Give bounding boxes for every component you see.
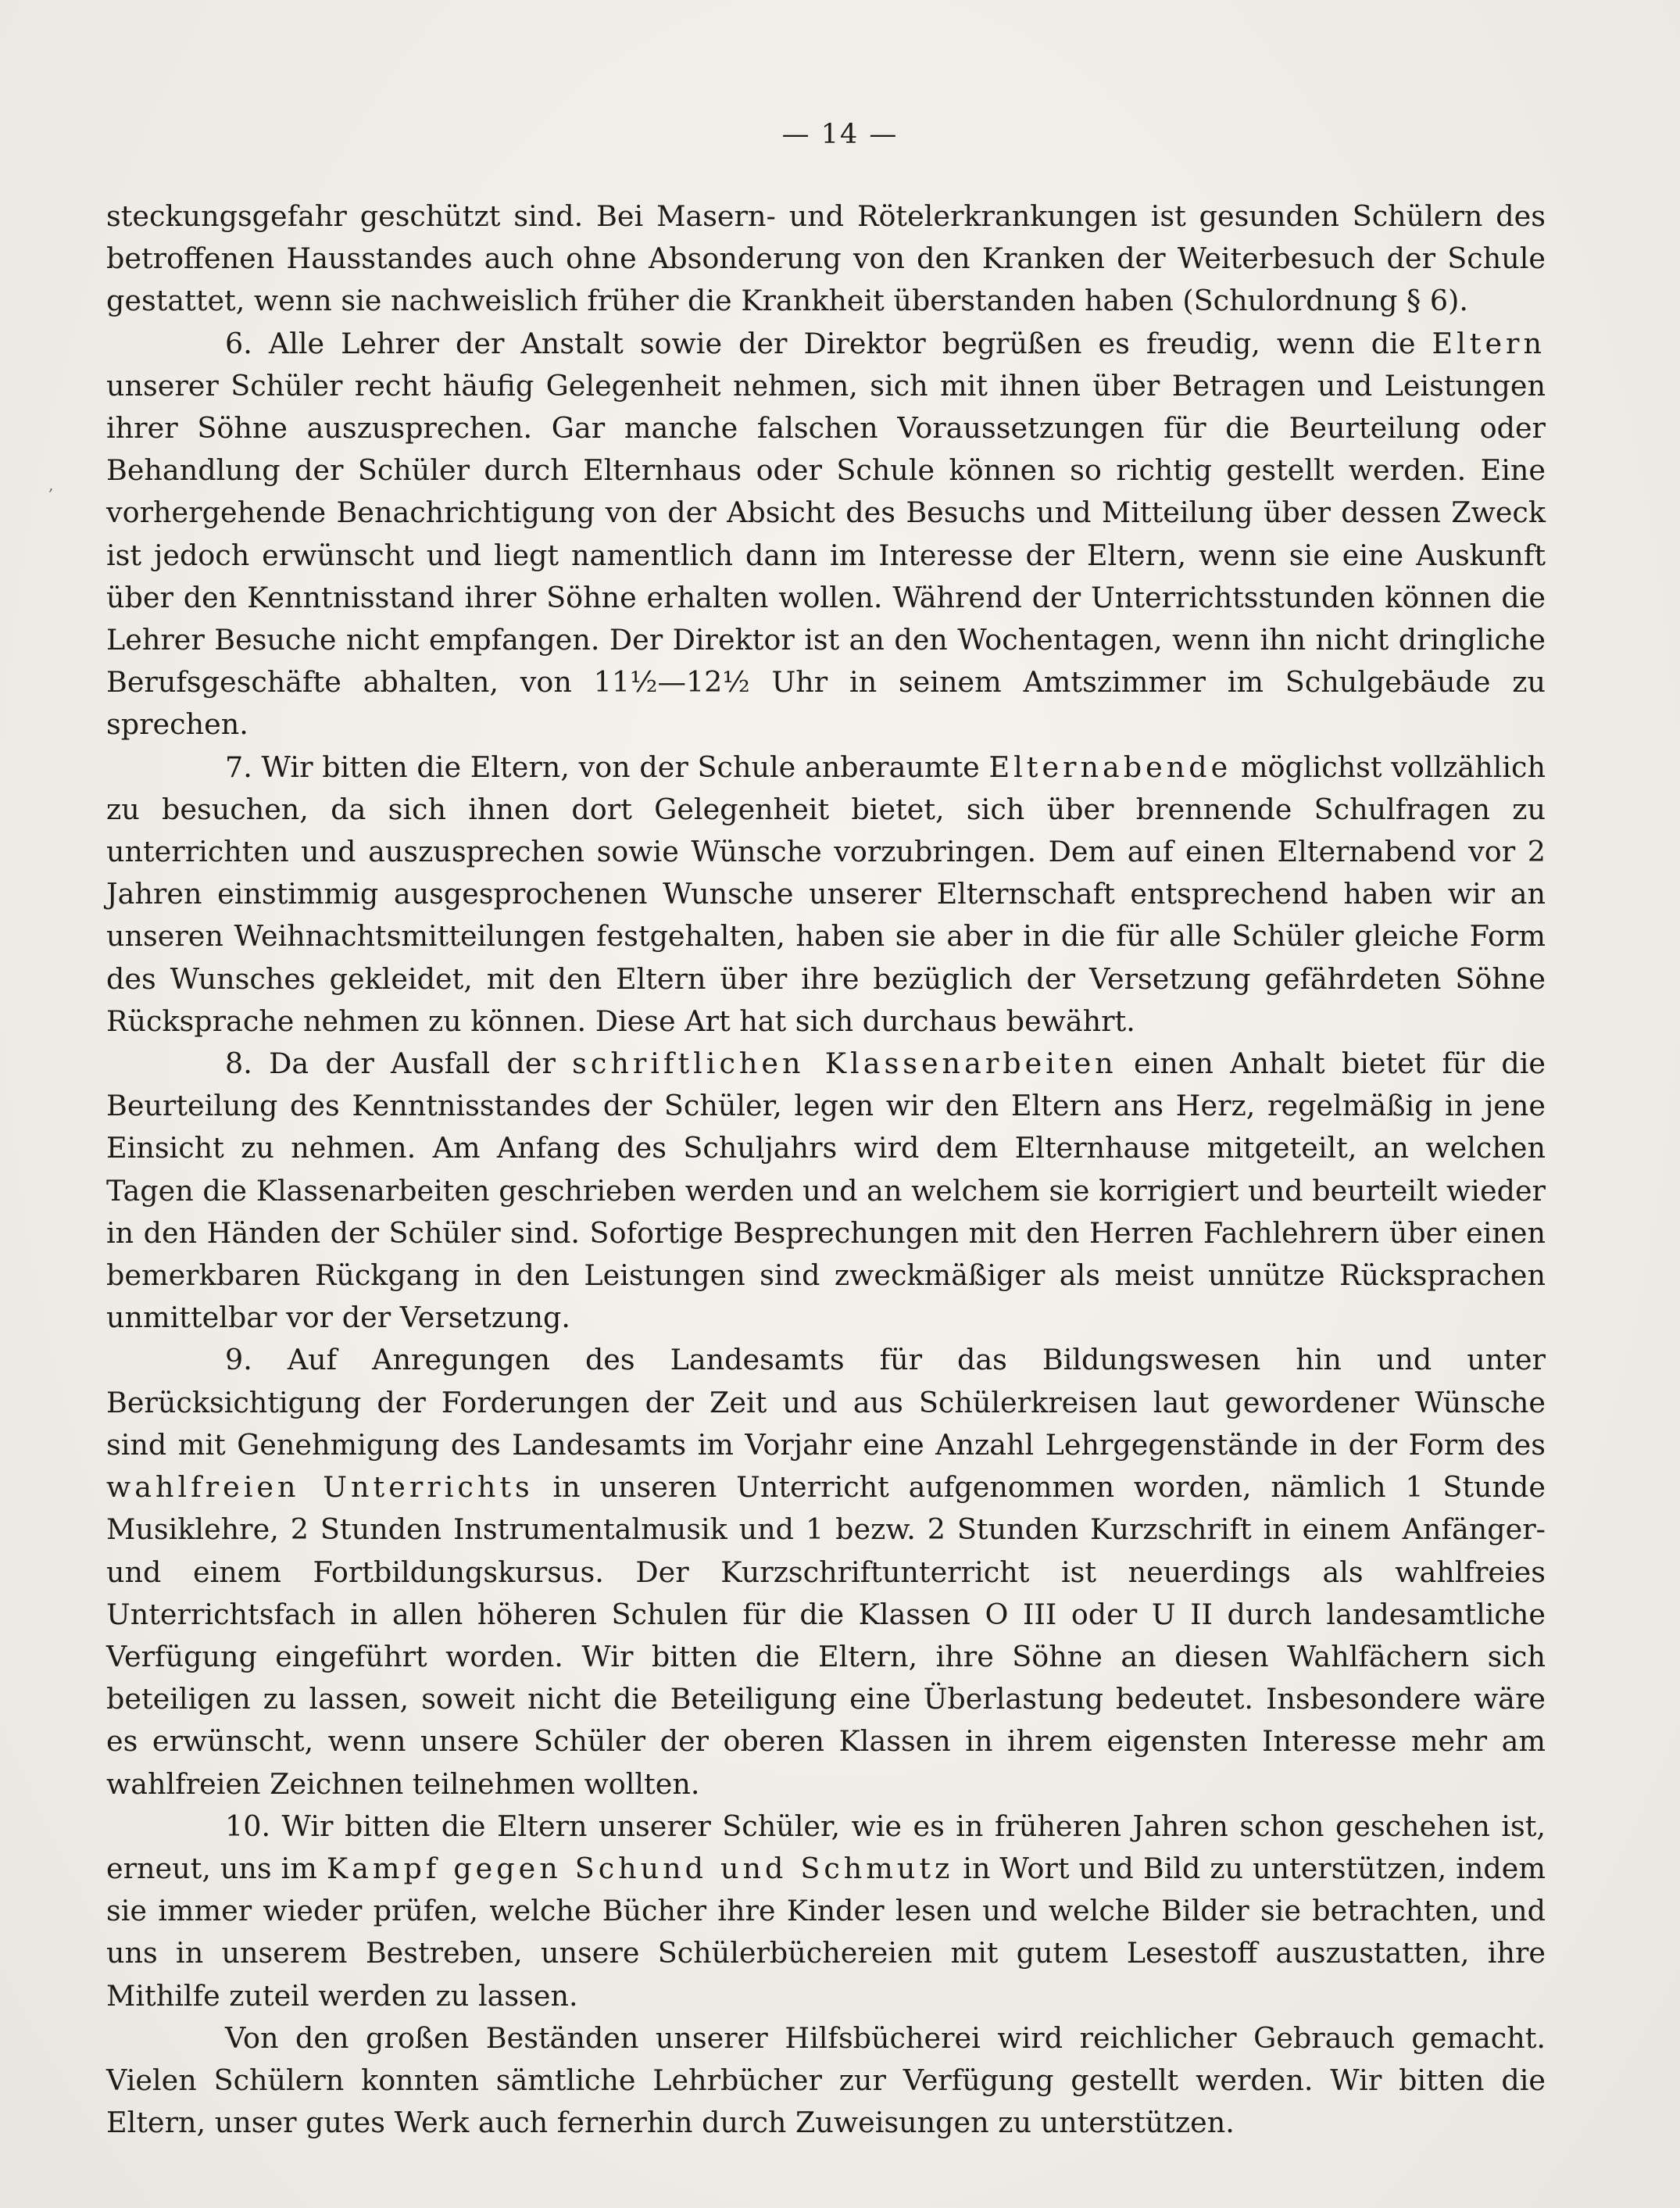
- text-run: 10. Wir bitten die Eltern unserer Schüler, wie es in früheren Jahren schon geschehen ist, erneut, uns im: [106, 1809, 1546, 1885]
- emphasis-text: Kampf gegen Schund und Schmutz: [326, 1851, 954, 1885]
- emphasis-text: Eltern: [1432, 326, 1546, 360]
- margin-mark: ‚: [48, 475, 54, 494]
- text-run: in Wort und Bild zu unterstützen, indem sie immer wieder prüfen, welche Bücher ihre Kinder lesen und welche Bilder sie betrachten, und uns in unserem Bestreben, unsere Schülerbüchereien mit gutem Lesestoff auszustatten, ihre Mithilfe zuteil werden zu lassen.: [106, 1851, 1546, 2013]
- paragraph-6-parents-visits: [106, 323, 1546, 746]
- paragraph-7-parent-evenings: [106, 746, 1546, 1043]
- paragraph-10-trash-literature: [106, 1805, 1546, 2017]
- text-run: einen Anhalt bietet für die Beurteilung des Kenntnisstandes der Schüler, legen wir den Eltern ans Herz, regelmäßig in jene Einsicht zu nehmen. Am Anfang des Schuljahrs wird dem Elternhause mitgeteilt, an welchen Tagen die Klassenarbeiten geschrieben werden und an welchem sie korrigiert und beurteilt wieder in den Händen der Schüler sind. Sofortige Besprechungen mit den Herren Fachlehrern über einen bemerkbaren Rückgang in den Leistungen sind zweckmäßiger als meist unnütze Rücksprachen unmittelbar vor der Versetzung.: [106, 1047, 1546, 1335]
- page-number: — 14 —: [781, 119, 899, 150]
- paragraph-8-class-work: [106, 1043, 1546, 1339]
- body-text: [106, 195, 1546, 2144]
- emphasis-text: wahlfreien Unterrichts: [106, 1470, 534, 1505]
- text-run: 9. Auf Anregungen des Landesamts für das Bildungswesen hin und unter Berücksichtigung der Forderungen der Zeit und aus Schülerkreisen laut gewordener Wünsche sind mit Genehmigung des Landesamts im Vorjahr eine Anzahl Lehrgegenstände in der Form des: [106, 1343, 1546, 1462]
- text-run: 8. Da der Ausfall der: [225, 1047, 573, 1081]
- text-run: in unseren Unterricht aufgenommen worden, nämlich 1 Stunde Musiklehre, 2 Stunden Instrumentalmusik und 1 bezw. 2 Stunden Kurzschrift in einem Anfänger- und einem Fortbildungskursus. Der Kurzschriftunterricht ist neuerdings als wahlfreies Unterrichtsfach in allen höheren Schulen für die Klassen O III oder U II durch landesamtliche Verfügung eingeführt worden. Wir bitten die Eltern, ihre Söhne an diesen Wahlfächern sich beteiligen zu lassen, soweit nicht die Beteiligung eine Überlastung bedeutet. Insbesondere wäre es erwünscht, wenn unsere Schüler der oberen Klassen in ihrem eigensten Interesse mehr am wahlfreien Zeichnen teilnehmen wollten.: [106, 1470, 1546, 1801]
- text-run: Von den großen Beständen unserer Hilfsbücherei wird reichlicher Gebrauch gemacht. Vielen Schülern konnten sämtliche Lehrbücher zur Verfügung gestellt werden. Wir bitten die Eltern, unser gutes Werk auch fernerhin durch Zuweisungen zu unterstützen.: [106, 2020, 1546, 2140]
- paragraph-library: [106, 2017, 1546, 2145]
- text-run: 6. Alle Lehrer der Anstalt sowie der Direktor begrüßen es freudig, wenn die: [225, 326, 1432, 360]
- paragraph-continuation: [106, 195, 1546, 323]
- paragraph-9-elective-subjects: [106, 1339, 1546, 1805]
- emphasis-text: schriftlichen Klassenarbeiten: [572, 1047, 1117, 1081]
- text-run: 7. Wir bitten die Eltern, von der Schule anberaumte: [225, 750, 989, 784]
- text-run: möglichst vollzählich zu besuchen, da sich ihnen dort Gelegenheit bietet, sich über brennende Schulfragen zu unterrichten und auszusprechen sowie Wünsche vorzubringen. Dem auf einen Elternabend vor 2 Jahren einstimmig ausgesprochenen Wunsche unserer Elternschaft entsprechend haben wir an unseren Weihnachtsmitteilungen festgehalten, haben sie aber in die für alle Schüler gleiche Form des Wunsches gekleidet, mit den Eltern über ihre bezüglich der Versetzung gefährdeten Söhne Rücksprache nehmen zu können. Diese Art hat sich durchaus bewährt.: [106, 750, 1546, 1038]
- text-run: steckungsgefahr geschützt sind. Bei Masern- und Rötelerkrankungen ist gesunden Schülern des betroffenen Hausstandes auch ohne Absonderung von den Kranken der Weiterbesuch der Schule gestattet, wenn sie nachweislich früher die Krankheit überstanden haben (Schulordnung § 6).: [106, 199, 1546, 318]
- emphasis-text: Elternabende: [988, 750, 1232, 784]
- text-run: unserer Schüler recht häufig Gelegenheit nehmen, sich mit ihnen über Betragen und Leistungen ihrer Söhne auszusprechen. Gar manche falschen Voraussetzungen für die Beurteilung oder Behandlung der Schüler durch Elternhaus oder Schule können so richtig gestellt werden. Eine vorhergehende Benachrichtigung von der Absicht des Besuchs und Mitteilung über dessen Zweck ist jedoch erwünscht und liegt namentlich dann im Interesse der Eltern, wenn sie eine Auskunft über den Kenntnisstand ihrer Söhne erhalten wollen. Während der Unterrichtsstunden können die Lehrer Besuche nicht empfangen. Der Direktor ist an den Wochentagen, wenn ihn nicht dringliche Berufsgeschäfte abhalten, von 11½—12½ Uhr in seinem Amtszimmer im Schulgebäude zu sprechen.: [106, 368, 1546, 742]
